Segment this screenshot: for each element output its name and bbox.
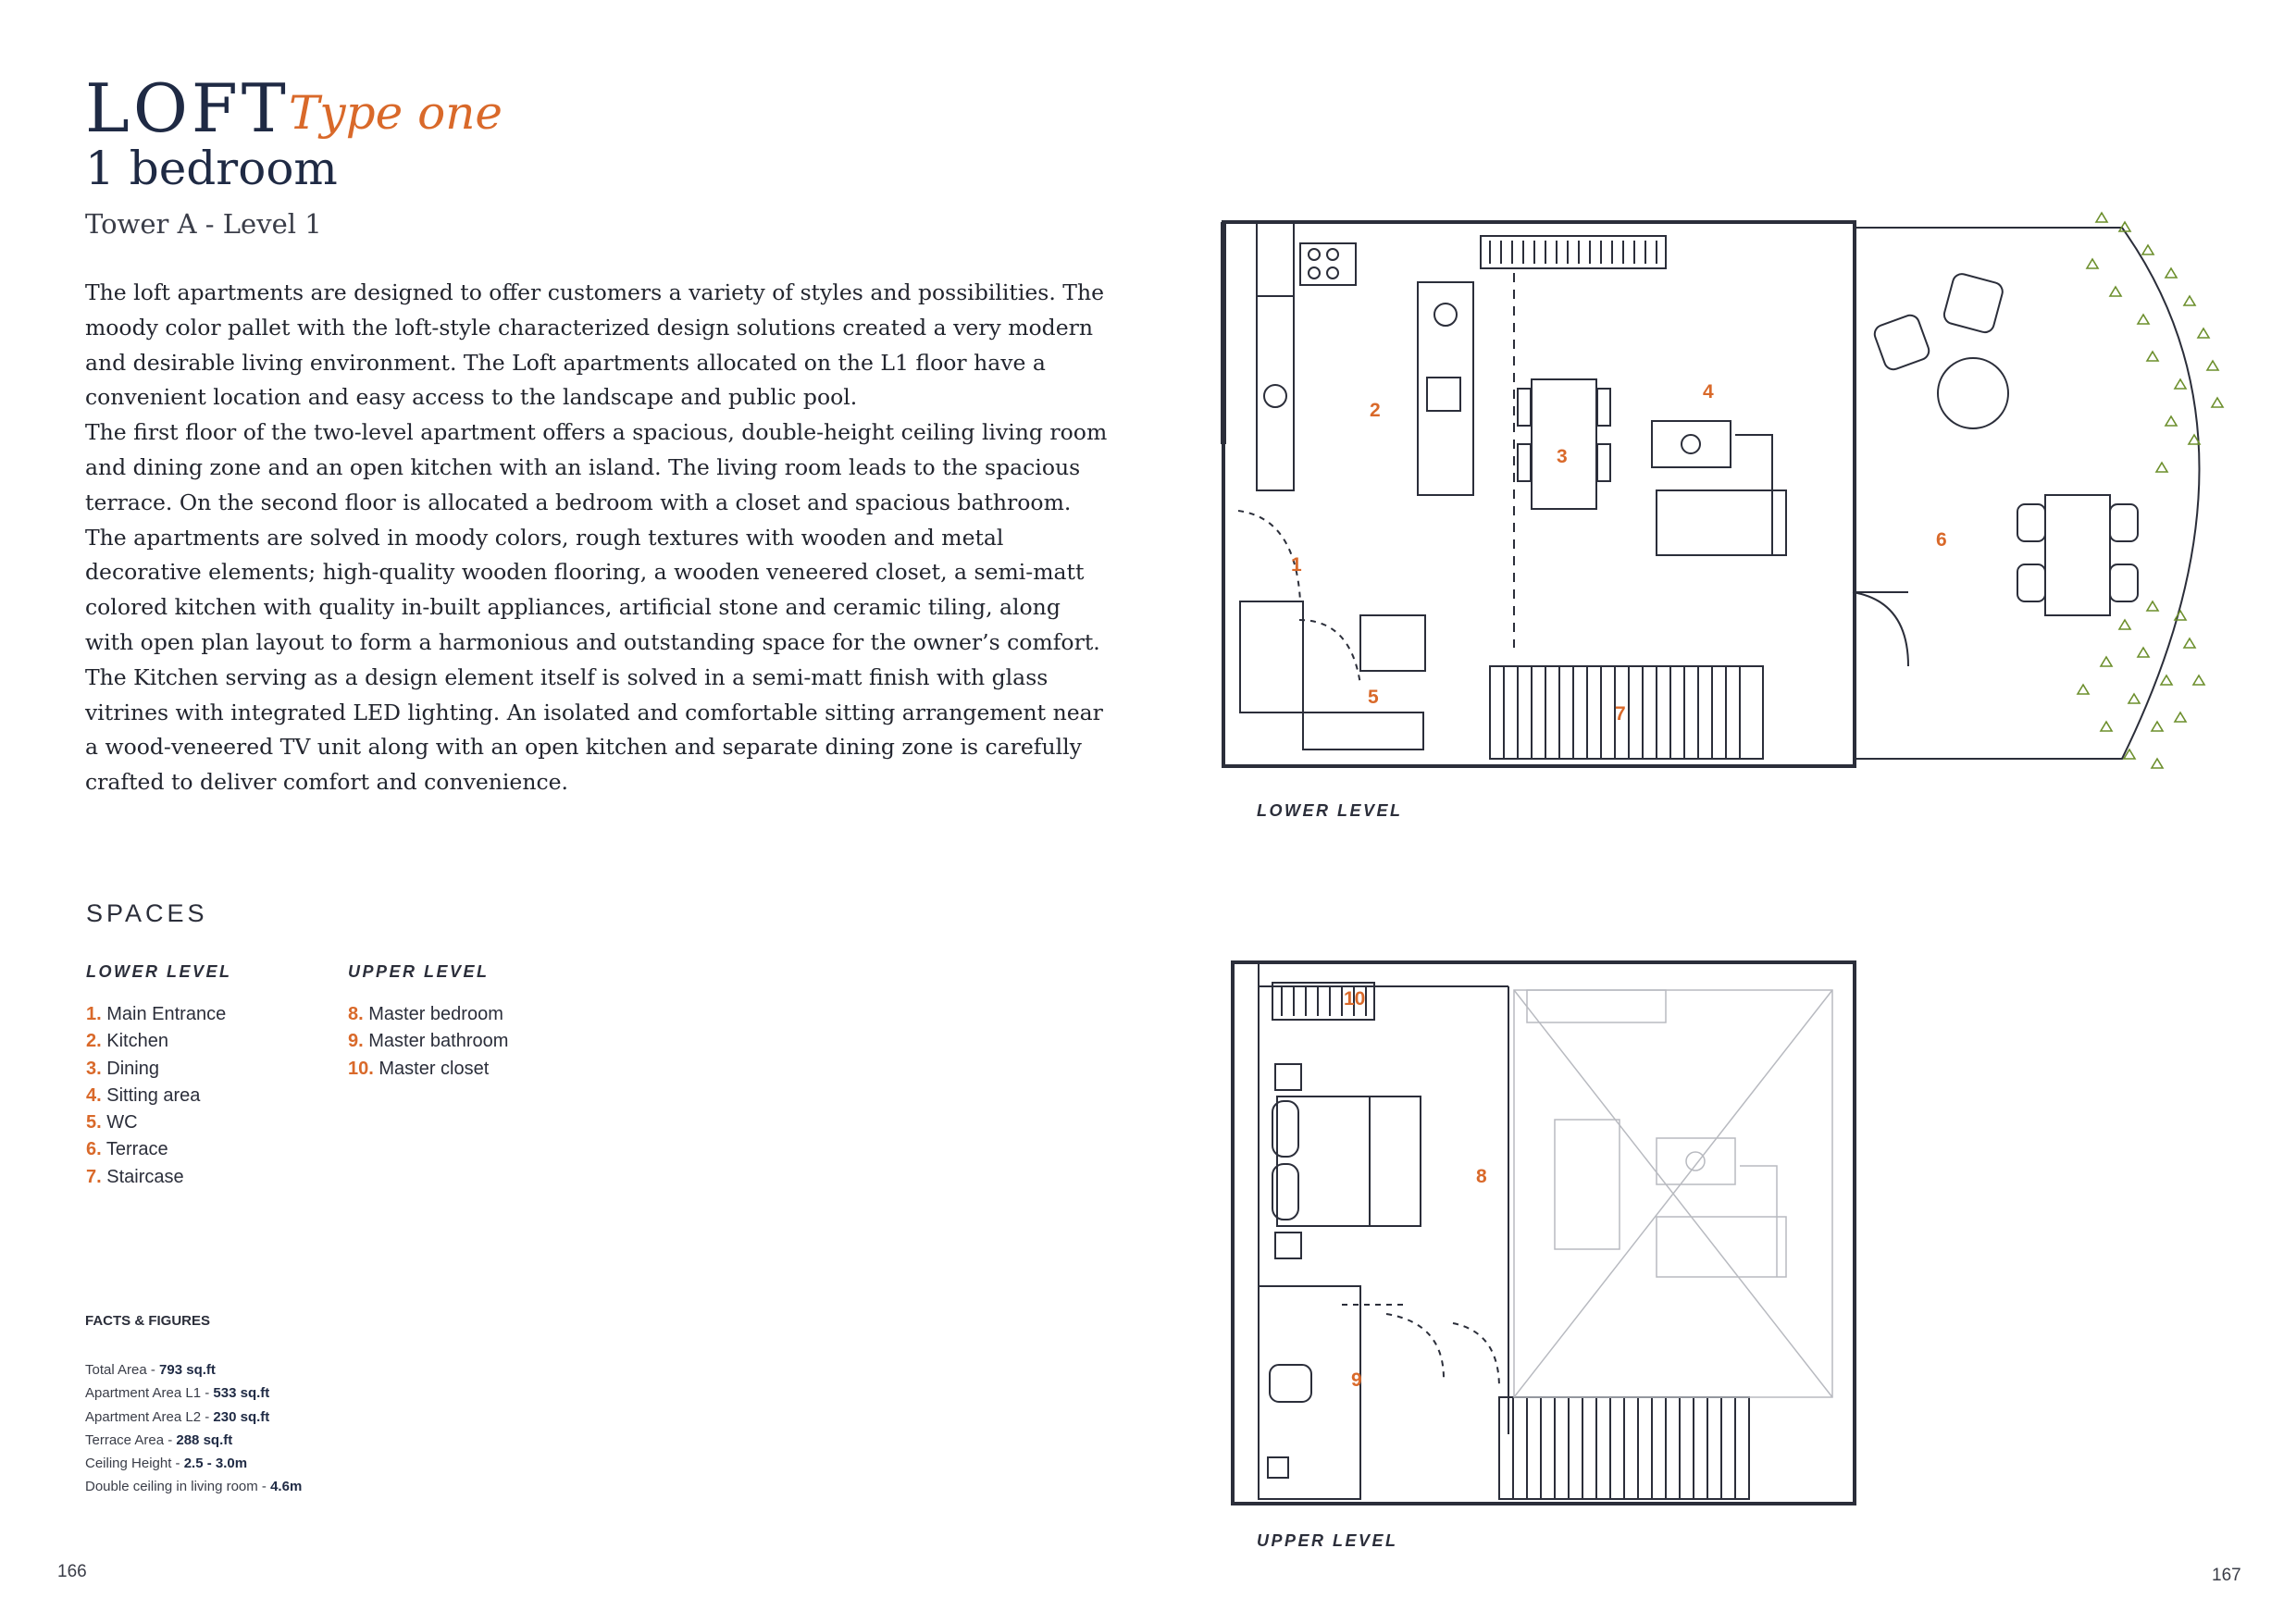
wc-vanity xyxy=(1303,712,1423,750)
bathtub-icon xyxy=(1270,1365,1311,1402)
dining-table xyxy=(1532,379,1596,509)
room-number: 4 xyxy=(1703,381,1714,403)
fact-row: Total Area - 793 sq.ft xyxy=(85,1362,216,1378)
type-label: Type one xyxy=(289,86,503,140)
room-number: 7 xyxy=(1615,703,1626,725)
upper-level-floor-plan xyxy=(1222,953,1869,1527)
void-over-living xyxy=(1514,990,1832,1397)
page-number-right: 167 xyxy=(2212,1566,2241,1585)
upper-level-plan-label: UPPER LEVEL xyxy=(1257,1531,1398,1550)
description-paragraph-3: The apartments are solved in moody colors, rough textures with wooden and metal decorative elements; high-quality wooden flooring, a wooden veneered closet, a semi-matt colored kitchen with quality in-built appliances, artificial stone and ceramic tiling, along with open plan layout to form a harmonious and outstanding space for the owner’s comfort. The Kitchen serving as a design element itself is solved in a semi-matt finish with glass vitrines with integrated LED lighting. An isolated and comfortable sitting arrangement near a wood-veneered TV unit along with an open kitchen and separate dining zone is carefully crafted to deliver comfort and convenience. xyxy=(85,524,1103,796)
shower-icon xyxy=(1268,1457,1288,1478)
lower-level-heading: LOWER LEVEL xyxy=(86,962,232,981)
room-number: 3 xyxy=(1557,446,1568,467)
lounge-chair xyxy=(1872,313,1931,372)
facts-heading: FACTS & FIGURES xyxy=(85,1313,211,1329)
sofa xyxy=(1657,490,1786,555)
bedroom-subtitle: 1 bedroom xyxy=(85,142,338,195)
list-item: 6. Terrace xyxy=(86,1139,168,1160)
room-number: 9 xyxy=(1351,1369,1362,1391)
tower-level: Tower A - Level 1 xyxy=(85,208,322,240)
kitchen-tall-unit xyxy=(1257,222,1294,296)
fact-row: Apartment Area L1 - 533 sq.ft xyxy=(85,1385,270,1402)
page-number-left: 166 xyxy=(57,1562,87,1581)
greenery-icon xyxy=(2078,213,2223,768)
list-item: 7. Staircase xyxy=(86,1166,184,1187)
list-item: 4. Sitting area xyxy=(86,1084,201,1106)
description-paragraph-2: The first floor of the two-level apartment offers a spacious, double-height ceiling living room and dining zone and an open kitchen with an island. The living room leads to the spacious terrace. On the second floor is allocated a bedroom with a closet and spacious bathroom. xyxy=(85,419,1108,515)
coffee-table xyxy=(1652,421,1731,467)
room-number: 8 xyxy=(1476,1166,1487,1187)
lower-level-plan-label: LOWER LEVEL xyxy=(1257,801,1403,820)
fact-row: Double ceiling in living room - 4.6m xyxy=(85,1479,303,1495)
list-item: 2. Kitchen xyxy=(86,1031,168,1052)
upper-level-list xyxy=(348,1001,508,1083)
list-item: 1. Main Entrance xyxy=(86,1004,227,1024)
lounge-chair xyxy=(1942,272,2004,334)
terrace-table xyxy=(2045,495,2110,615)
side-table xyxy=(1938,358,2008,428)
upper-level-heading: UPPER LEVEL xyxy=(348,962,490,981)
fact-row: Terrace Area - 288 sq.ft xyxy=(85,1431,233,1448)
bathroom xyxy=(1259,1286,1360,1499)
stove-icon xyxy=(1300,243,1356,285)
lower-outer-wall xyxy=(1223,222,1855,766)
list-item: 5. WC xyxy=(86,1112,138,1134)
list-item: 10. Master closet xyxy=(348,1058,490,1079)
description xyxy=(85,276,1112,800)
description-paragraph-1: The loft apartments are designed to offer customers a variety of styles and possibilities. The moody color pallet with the loft-style characterized design solutions created a very modern and desirable living environment. The Loft apartments allocated on the L1 floor have a convenient location and easy access to the landscape and public pool. xyxy=(85,279,1104,411)
spaces-heading: SPACES xyxy=(86,899,208,927)
room-number: 5 xyxy=(1368,687,1379,708)
terrace-outline xyxy=(1855,228,2200,759)
list-item: 8. Master bedroom xyxy=(348,1004,503,1024)
list-item: 9. Master bathroom xyxy=(348,1031,509,1052)
facts-list xyxy=(85,1358,302,1499)
fact-row: Apartment Area L2 - 230 sq.ft xyxy=(85,1408,270,1425)
room-number: 6 xyxy=(1936,529,1947,551)
page-title: LOFT xyxy=(85,69,290,147)
tv-unit xyxy=(1481,236,1666,268)
lower-level-list xyxy=(86,1001,226,1191)
room-number: 2 xyxy=(1370,400,1381,421)
upper-outer-wall xyxy=(1233,962,1855,1504)
room-number: 10 xyxy=(1344,988,1366,1010)
lower-level-floor-plan xyxy=(1212,167,2267,814)
room-number: 1 xyxy=(1291,554,1302,576)
list-item: 3. Dining xyxy=(86,1058,159,1079)
fact-row: Ceiling Height - 2.5 - 3.0m xyxy=(85,1456,248,1472)
